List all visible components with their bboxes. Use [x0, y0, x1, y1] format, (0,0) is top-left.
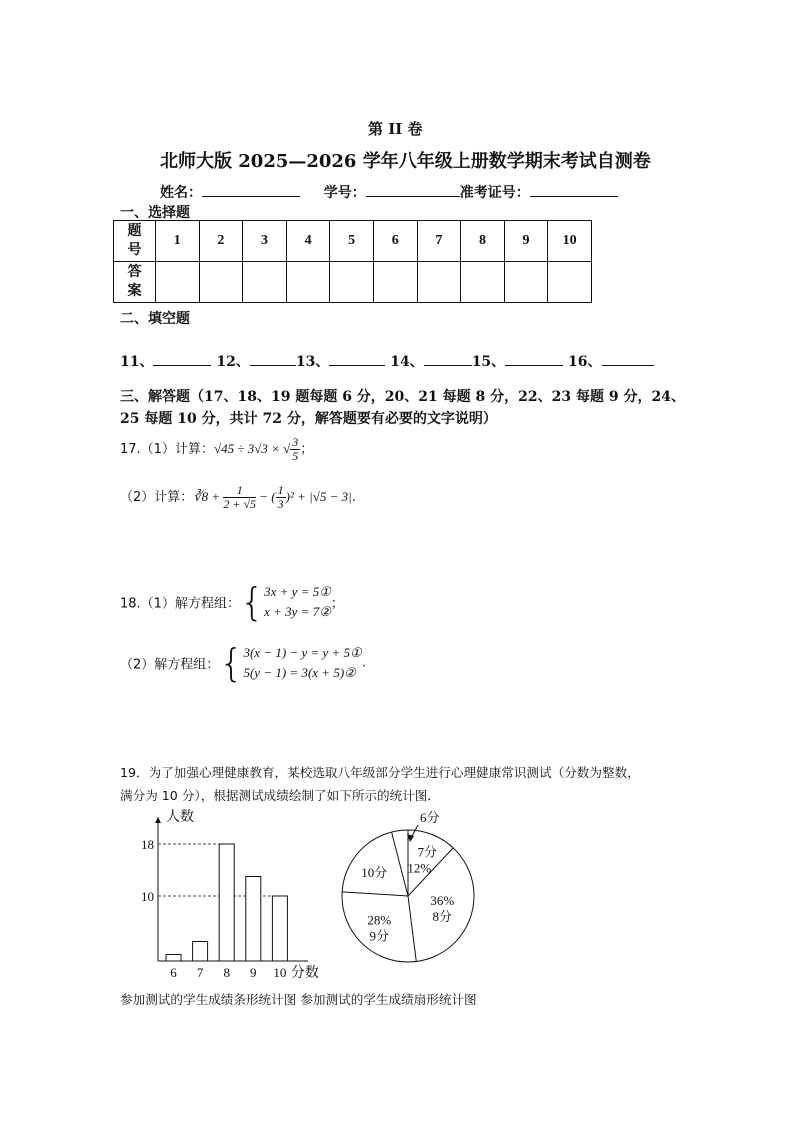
- q17-part1-label: 17.（1）计算：: [120, 442, 214, 457]
- blank-field[interactable]: [602, 351, 654, 366]
- equation-system: [243, 643, 361, 683]
- question-number: 4: [286, 221, 330, 262]
- q17-part1-fraction: [290, 436, 300, 463]
- y-tick-label: 18: [141, 837, 154, 852]
- x-axis-label: 分数: [290, 966, 319, 981]
- section1-heading: 一、选择题: [120, 205, 190, 221]
- fraction-numerator: 1: [277, 483, 284, 497]
- q18-part2-end: .: [361, 655, 366, 671]
- student-id-label: 学号：: [323, 185, 366, 201]
- bar-chart-caption: 参加测试的学生成绩条形统计图: [120, 992, 297, 1007]
- x-tick-label: 8: [223, 965, 230, 980]
- blank-label: 15、: [471, 354, 506, 370]
- q17-part2: [120, 484, 356, 511]
- exam-id-field[interactable]: [530, 182, 618, 197]
- equation-2: 5(y − 1) = 3(x + 5)②: [243, 665, 356, 680]
- answer-cell[interactable]: [286, 262, 330, 303]
- answer-cell[interactable]: [548, 262, 592, 303]
- pie-chart-caption: 参加测试的学生成绩扇形统计图: [300, 992, 477, 1007]
- answer-cell[interactable]: [373, 262, 417, 303]
- brace-icon: {: [219, 641, 244, 685]
- q18-part1-end: ；: [330, 596, 344, 612]
- fraction-denominator: 3: [277, 497, 284, 511]
- blank-field[interactable]: [424, 351, 472, 366]
- q17-part2-expression-b: − (: [256, 489, 276, 504]
- question-number: 6: [373, 221, 417, 262]
- q17-part2-expression-a: ∛8 +: [193, 489, 224, 504]
- slice-label: 6分: [420, 810, 440, 825]
- equation-1: 3x + y = 5①: [264, 584, 331, 599]
- question-number: 1: [156, 221, 200, 262]
- y-tick-label: 10: [141, 889, 154, 904]
- question-number: 8: [461, 221, 505, 262]
- question-number: 5: [330, 221, 374, 262]
- fill-blanks-line: [120, 351, 654, 371]
- fraction-denominator: 2 + √5: [223, 497, 257, 511]
- bar: [166, 955, 181, 962]
- q18-part2: [120, 643, 366, 683]
- section3-instructions-line1: 三、解答题（17、18、19 题每题 6 分，20、21 每题 8 分，22、23 每题 9 分，24、: [120, 389, 685, 405]
- fraction-numerator: 1: [223, 484, 256, 498]
- blank-label: 14、: [390, 354, 424, 370]
- blank-field[interactable]: [329, 351, 385, 366]
- equation-2: x + 3y = 7②: [264, 604, 331, 619]
- x-tick-label: 6: [170, 965, 177, 980]
- question-number-row: [114, 221, 592, 262]
- blank-label: 12、: [216, 354, 250, 370]
- exam-id-label: 准考证号：: [459, 185, 530, 201]
- answer-cell[interactable]: [417, 262, 461, 303]
- bar: [219, 844, 234, 961]
- blank-field[interactable]: [153, 351, 211, 366]
- question-number: 3: [243, 221, 287, 262]
- answer-row: [114, 262, 592, 303]
- answer-cell[interactable]: [156, 262, 200, 303]
- blank-field[interactable]: [250, 351, 296, 366]
- slice-label: 9分: [369, 928, 390, 944]
- answer-table: [113, 220, 592, 303]
- slice-label: 7分: [417, 844, 438, 860]
- equation-1: 3(x − 1) − y = y + 5①: [243, 645, 362, 660]
- brace-icon: {: [239, 580, 265, 624]
- q18-part1-label: 18.（1）解方程组：: [120, 596, 240, 612]
- fraction-denominator: 5: [292, 449, 299, 463]
- question-number: 7: [417, 221, 461, 262]
- row-header-answer: 答案: [114, 262, 156, 303]
- blank-label: 11、: [120, 354, 154, 370]
- q19-line2: 满分为 10 分），根据测试成绩绘制了如下所示的统计图．: [120, 788, 440, 803]
- q17-part2-fraction2: [276, 484, 286, 511]
- equation-system: [264, 582, 331, 622]
- q17-part1-end: ；: [300, 442, 314, 457]
- slice-percent: 12%: [407, 860, 432, 876]
- q17-part2-end: .: [351, 490, 356, 505]
- student-id-field[interactable]: [366, 182, 460, 197]
- chart-captions: [120, 989, 477, 1008]
- q17-part1-expression: √45 ÷ 3√3 ×: [213, 441, 284, 456]
- answer-cell[interactable]: [199, 262, 243, 303]
- section2-heading: 二、填空题: [120, 311, 190, 327]
- x-tick-label: 10: [273, 965, 287, 980]
- blank-label: 13、: [295, 354, 330, 370]
- q17-part1: [120, 436, 313, 463]
- q18-part2-label: （2）解方程组：: [120, 657, 220, 673]
- info-line: [160, 182, 618, 202]
- bar: [193, 942, 208, 962]
- y-axis-label: 人数: [166, 810, 194, 825]
- bar: [272, 896, 287, 961]
- page-title: 北师大版 2025—2026 学年八年级上册数学期末考试自测卷: [160, 151, 651, 172]
- sqrt-sign: √: [283, 441, 291, 456]
- answer-cell[interactable]: [330, 262, 374, 303]
- answer-cell[interactable]: [243, 262, 287, 303]
- x-tick-label: 9: [250, 965, 257, 980]
- q18-part1: [120, 582, 344, 622]
- slice-percent: 36%: [430, 893, 455, 909]
- section3-instructions-line2: 25 每题 10 分，共计 72 分，解答题要有必要的文字说明）: [120, 411, 497, 427]
- question-number: 9: [504, 221, 548, 262]
- slice-label: 8分: [432, 909, 452, 925]
- question-number: 10: [548, 221, 592, 262]
- q17-part2-fraction: [223, 484, 256, 511]
- answer-cell[interactable]: [504, 262, 548, 303]
- q17-part2-label: （2）计算：: [120, 490, 194, 505]
- q19-line1: 19．为了加强心理健康教育，某校选取八年级部分学生进行心理健康常识测试（分数为整数，: [120, 765, 640, 780]
- volume-label: 第 II 卷: [368, 120, 423, 138]
- name-field[interactable]: [202, 182, 300, 197]
- blank-label: 16、: [568, 354, 602, 370]
- slice-percent: 28%: [367, 912, 392, 928]
- q17-part2-expression-c: )² + |√5 − 3|: [285, 489, 352, 504]
- bar-chart: [120, 800, 340, 985]
- y-axis-arrow-icon: [155, 817, 161, 823]
- bar: [246, 877, 261, 962]
- name-label: 姓名：: [160, 185, 202, 201]
- row-header-question: 题号: [114, 221, 156, 262]
- answer-cell[interactable]: [461, 262, 505, 303]
- pie-chart: [335, 800, 495, 970]
- x-tick-label: 7: [196, 965, 204, 980]
- fraction-numerator: 3: [292, 435, 299, 449]
- slice-label: 10分: [361, 865, 388, 881]
- blank-field[interactable]: [505, 351, 563, 366]
- question-number: 2: [199, 221, 243, 262]
